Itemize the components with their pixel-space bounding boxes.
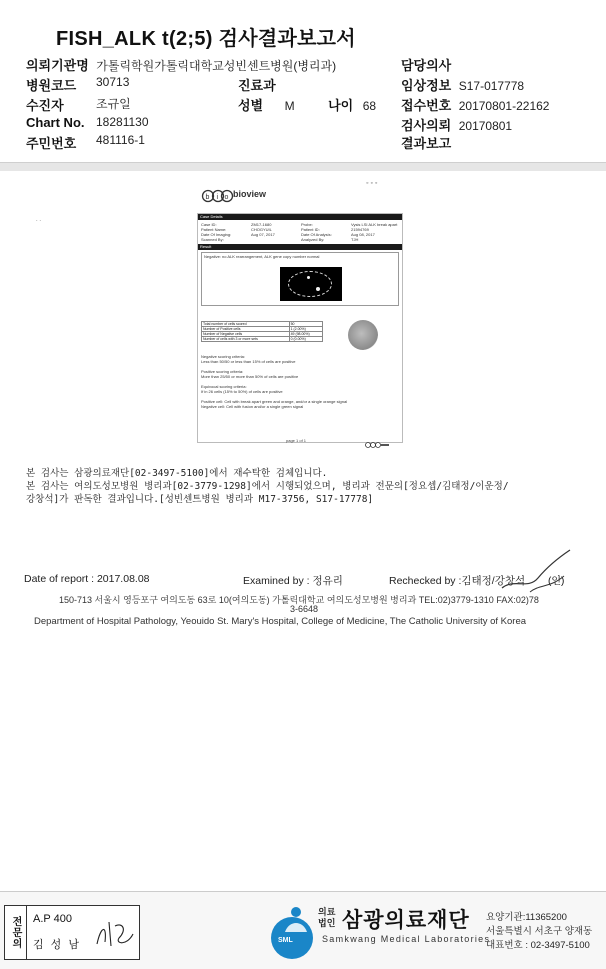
sml-figure-icon	[281, 906, 311, 932]
request-row	[401, 115, 512, 134]
stamp-license: A.P 400	[33, 913, 72, 925]
age-value: 68	[362, 99, 377, 113]
sex-value: M	[284, 99, 295, 113]
doctor-signature	[500, 548, 576, 598]
org-address: 서울특별시 서초구 양재동	[486, 926, 593, 937]
fish-cell-image	[280, 267, 342, 301]
sex-row	[238, 95, 376, 114]
department-line: Department of Hospital Pathology, Yeouido St. Mary's Hospital, College of Medicine, The Catholic University of Korea	[34, 616, 527, 627]
clinical-value: S17-017778	[458, 79, 525, 93]
cell-count-table: Total number of cells scored 50 Number of Positive cells 1 (2.00%) Number of Negative cells 49 (98.00%) Number of cells with 3 or more sets 0 (0.00%)	[201, 321, 323, 342]
seal-paren: (인)	[548, 576, 565, 587]
dept-row	[238, 75, 276, 94]
report-header	[0, 0, 606, 163]
sex-label: 성별	[238, 98, 264, 113]
result-report-row	[401, 133, 451, 152]
examined-by: Examined by : 정유리	[243, 575, 343, 587]
institution-row	[26, 55, 336, 74]
card-footer-logo	[365, 437, 389, 447]
result-bar: Result	[198, 244, 402, 250]
stamp-side-label	[5, 906, 27, 959]
note-line-3: 강창석]가 판독한 결과입니다.[성빈센트병원 병리과 M17-3756, S17-17778]	[26, 494, 374, 505]
specialist-stamp	[4, 905, 140, 960]
institution-label: 의뢰기관명	[26, 58, 89, 73]
code-label: 병원코드	[26, 78, 77, 93]
clinical-row	[401, 75, 524, 94]
corner-marks: ◦ ◦ ◦	[366, 180, 378, 187]
recipient-value: 조규일	[96, 97, 131, 111]
result-text: Negative: no ALK rearrangement, ALK gene copy number normal	[204, 254, 320, 259]
stamp-name: 김 성 남	[33, 939, 81, 951]
stamp-signature	[93, 916, 137, 952]
result-report-label: 결과보고	[401, 136, 452, 151]
receipt-row	[401, 95, 549, 114]
sml-logo-text: SML	[278, 937, 293, 944]
bioview-mini-icon	[365, 440, 389, 450]
bioview-logo	[201, 184, 267, 206]
request-label: 검사의뢰	[401, 118, 452, 133]
case-details-grid: Case ID: ZM17-1680 Probe: Vysis LSI ALK break apart Patient Name: CHOGYUIL Patient ID: 21594769 Date Of Imaging: Aug 07, 2017 Date Of Analysis: Aug 08, 2017 Scanned By: Analyzed By: TJH	[201, 222, 398, 242]
result-box	[201, 252, 399, 306]
svg-text:b: b	[205, 194, 210, 201]
receipt-value: 20170801-22162	[458, 99, 550, 113]
chart-row	[26, 115, 149, 130]
speck-marks: ∙ ∙	[36, 218, 42, 224]
separator-band	[0, 163, 606, 171]
org-type: 의료 법인	[318, 907, 336, 928]
svg-text:i: i	[216, 194, 219, 201]
clinical-label: 임상정보	[401, 78, 452, 93]
id-value: 481116-1	[96, 133, 145, 147]
stamp-side-text: 전문의	[10, 916, 21, 949]
report-date: Date of report : 2017.08.08	[24, 573, 150, 585]
case-details-bar: Case Details	[198, 214, 402, 220]
address-line-1: 150-713 서울시 영등포구 여의도동 63로 10(여의도동) 가톨릭대학교 여의도성모병원 병리과 TEL:02)3779-1310 FAX:02)78	[59, 595, 539, 605]
recipient-row	[26, 95, 131, 114]
recipient-label: 수진자	[26, 98, 64, 113]
request-value: 20170801	[458, 119, 513, 133]
cell-thumbnail	[348, 320, 378, 350]
address-line-2: 3-6648	[290, 604, 319, 614]
bioview-logo-text: bioview	[233, 189, 267, 199]
code-row	[26, 75, 130, 94]
age-label: 나이	[328, 98, 354, 113]
org-english-name: Samkwang Medical Laboratories	[322, 934, 491, 944]
id-label: 주민번호	[26, 136, 77, 151]
page-number: page 1 of 1	[286, 438, 307, 443]
note-line-2: 본 검사는 여의도성모병원 병리과[02-3779-1298]에서 시행되었으며, 병리과 전문의[정요셉/김태정/이운정/	[26, 481, 509, 492]
bioview-report-card	[197, 213, 403, 443]
svg-text:o: o	[224, 194, 229, 201]
chart-label: Chart No.	[26, 115, 85, 130]
org-phone: 대표번호 : 02-3497-5100	[486, 940, 590, 951]
institution-value: 가톨릭학원가톨릭대학교성빈센트병원(병리과)	[96, 59, 337, 73]
chart-value: 18281130	[96, 115, 149, 129]
id-row	[26, 133, 145, 152]
report-title: FISH_ALK t(2;5) 검사결과보고서	[56, 28, 356, 50]
org-code: 요양기관:11365200	[486, 912, 567, 923]
scoring-criteria: Negative scoring criteria: Less than 50/50 or less than 15% of cells are positive Positive scoring criteria: More than 25/50 or more than 50% of cells are positive Equivocal scoring criteria: If in 26 cells (15% to 50%) of cells are positive Positive cell: Cell with break apart green and orange, and/or a single orange signal Negative cell: Cell with fusion and/or a single green signal	[201, 354, 348, 409]
code-value: 30713	[96, 75, 130, 89]
rechecked-by: Rechecked by :김태정/강창석	[389, 575, 526, 587]
receipt-label: 접수번호	[401, 98, 452, 113]
note-line-1: 본 검사는 삼광의료재단[02-3497-5100]에서 재수탁한 검체입니다.	[26, 468, 328, 479]
doctor-label: 담당의사	[401, 58, 452, 73]
doctor-row	[401, 55, 451, 74]
dept-label: 진료과	[238, 78, 276, 93]
org-name: 삼광의료재단	[342, 909, 470, 932]
